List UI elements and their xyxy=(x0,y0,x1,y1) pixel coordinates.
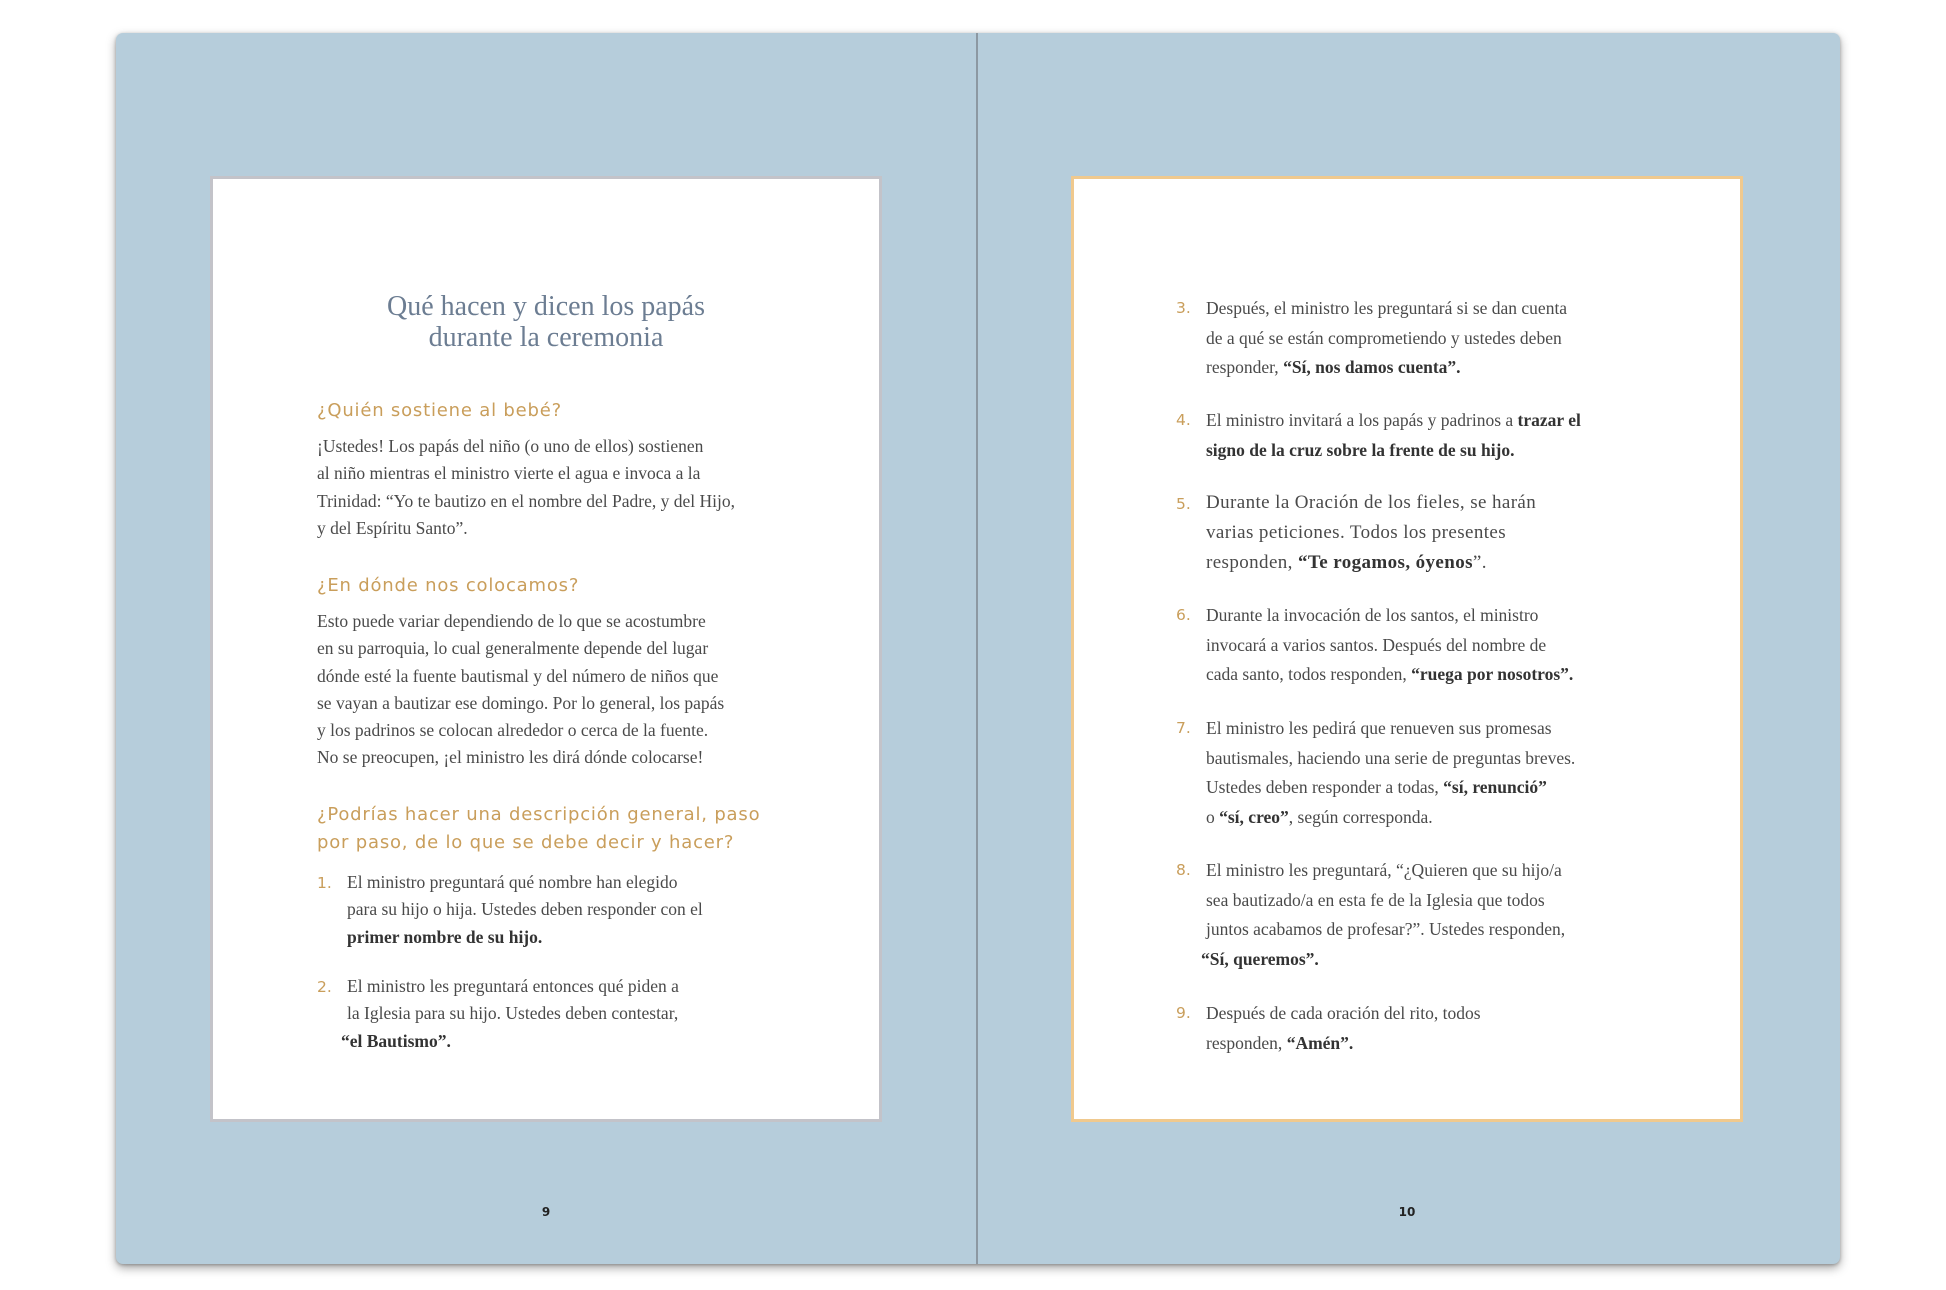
step-bold-text: “Sí, queremos”. xyxy=(1201,948,1319,969)
page-number-left: 9 xyxy=(541,1205,551,1219)
body-line: y los padrinos se colocan alrededor o cerca de la fuente. xyxy=(317,720,709,741)
step-number: 2. xyxy=(317,978,332,996)
step-line: sea bautizado/a en esta fe de la Iglesia que todos xyxy=(1206,889,1545,910)
step-bold-text: trazar el xyxy=(1517,410,1581,430)
section-heading-who-holds-baby: ¿Quién sostiene al bebé? xyxy=(317,400,562,421)
body-line: Esto puede variar dependiendo de lo que se acostumbre xyxy=(317,611,706,631)
step-line: Después de cada oración del rito, todos xyxy=(1206,1003,1481,1023)
step-bold-text: “ruega por nosotros”. xyxy=(1411,664,1574,684)
step-bold-text: “sí, renunció” xyxy=(1443,777,1547,797)
section-heading-step-overview xyxy=(317,801,787,857)
body-line: y del Espíritu Santo”. xyxy=(317,517,468,538)
step-line: El ministro les pedirá que renueven sus promesas xyxy=(1206,718,1552,738)
section-heading-where-to-stand: ¿En dónde nos colocamos? xyxy=(317,575,580,596)
step-line: , según corresponda. xyxy=(1288,806,1433,827)
right-page-panel xyxy=(1071,176,1743,1122)
heading-line: por paso, de lo que se debe decir y hacer? xyxy=(317,832,735,853)
step-line: cada santo, todos responden, xyxy=(1206,664,1412,684)
body-line: se vayan a bautizar ese domingo. Por lo general, los papás xyxy=(317,692,725,713)
step-line: Ustedes deben responder a todas, xyxy=(1206,777,1444,797)
step-line: El ministro invitará a los papás y padrinos a xyxy=(1206,410,1518,430)
step-bold-text: “Te rogamos, óyenos xyxy=(1298,552,1473,573)
step-line: responder, xyxy=(1206,357,1284,377)
step-line: varias peticiones. Todos los presentes xyxy=(1206,522,1507,543)
step-line: responden, xyxy=(1206,1032,1287,1053)
section-body-who-holds-baby xyxy=(317,433,795,542)
step-line: El ministro les preguntará, “¿Quieren que su hijo/a xyxy=(1206,860,1562,880)
step-line: o xyxy=(1206,806,1220,827)
body-line: No se preocupen, ¡el ministro les dirá dónde colocarse! xyxy=(317,747,704,768)
step-line: la Iglesia para su hijo. Ustedes deben contestar, xyxy=(347,1003,679,1024)
book-spine xyxy=(976,33,978,1264)
body-line: dónde esté la fuente bautismal y del número de niños que xyxy=(317,665,719,686)
title-line: durante la ceremonia xyxy=(428,322,664,353)
step-number: 8. xyxy=(1176,861,1191,879)
body-line: ¡Ustedes! Los papás del niño (o uno de ellos) sostienen xyxy=(317,436,704,456)
page-number-right: 10 xyxy=(1398,1205,1416,1219)
step-bold-text: primer nombre de su hijo. xyxy=(347,926,543,947)
step-bold-text: “Amén”. xyxy=(1286,1032,1354,1053)
step-number: 7. xyxy=(1176,719,1191,737)
step-bold-text: “Sí, nos damos cuenta”. xyxy=(1283,357,1461,377)
body-line: al niño mientras el ministro vierte el agua e invoca a la xyxy=(317,463,701,484)
step-line: invocará a varios santos. Después del nombre de xyxy=(1206,634,1547,655)
step-line: responden, xyxy=(1206,552,1298,573)
step-bold-text: “sí, creo” xyxy=(1219,806,1289,827)
step-line: para su hijo o hija. Ustedes deben responder con el xyxy=(347,899,703,920)
step-number: 3. xyxy=(1176,299,1191,317)
page-title xyxy=(213,291,879,353)
left-page-panel xyxy=(210,176,882,1122)
step-line: de a qué se están comprometiendo y ustedes deben xyxy=(1206,327,1562,348)
body-line: Trinidad: “Yo te bautizo en el nombre del Padre, y del Hijo, xyxy=(317,490,735,511)
body-line: en su parroquia, lo cual generalmente depende del lugar xyxy=(317,638,709,659)
step-line: bautismales, haciendo una serie de preguntas breves. xyxy=(1206,747,1576,768)
step-bold-text: signo de la cruz sobre la frente de su hijo. xyxy=(1206,439,1515,460)
step-line: El ministro preguntará qué nombre han elegido xyxy=(347,872,678,892)
step-line: ”. xyxy=(1472,552,1487,573)
step-number: 4. xyxy=(1176,411,1191,429)
step-line: Después, el ministro les preguntará si se dan cuenta xyxy=(1206,298,1568,318)
step-line: Durante la invocación de los santos, el ministro xyxy=(1206,605,1539,625)
title-line: Qué hacen y dicen los papás xyxy=(387,291,705,322)
step-number: 5. xyxy=(1176,495,1191,513)
step-number: 6. xyxy=(1176,606,1191,624)
section-body-where-to-stand xyxy=(317,608,795,772)
step-line: Durante la Oración de los fieles, se harán xyxy=(1206,492,1537,513)
step-line: El ministro les preguntará entonces qué piden a xyxy=(347,976,679,996)
heading-line: ¿Podrías hacer una descripción general, paso xyxy=(317,804,761,825)
step-number: 1. xyxy=(317,874,332,892)
step-bold-text: “el Bautismo”. xyxy=(341,1030,451,1051)
step-number: 9. xyxy=(1176,1004,1191,1022)
step-line: juntos acabamos de profesar?”. Ustedes responden, xyxy=(1206,919,1566,939)
